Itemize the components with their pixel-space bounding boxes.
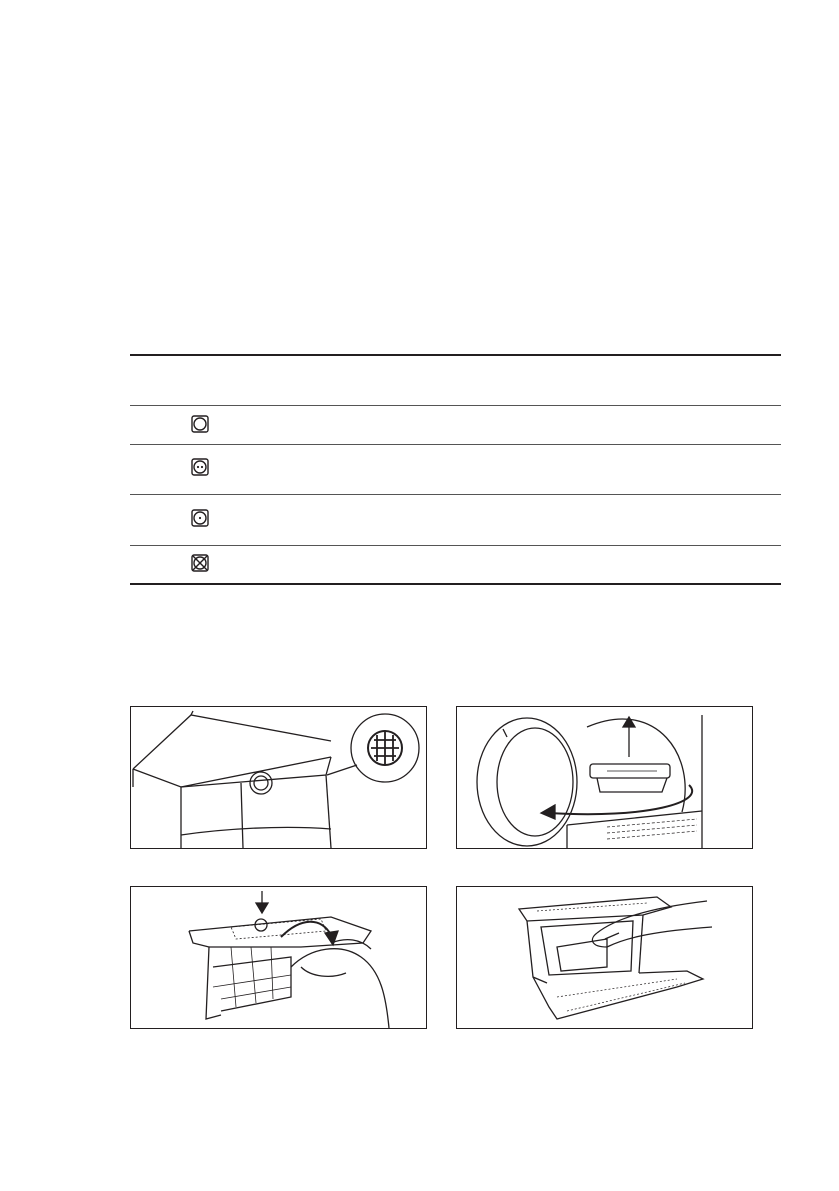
tumble-dry-normal-heat-icon xyxy=(191,458,209,476)
table-row-rule xyxy=(130,444,781,445)
open-filter-illustration xyxy=(130,886,427,1029)
remove-door-filter-illustration xyxy=(456,706,753,849)
table-row-rule xyxy=(130,494,781,495)
tumble-dry-icon xyxy=(191,415,209,433)
table-top-rule xyxy=(130,354,781,356)
do-not-tumble-dry-icon xyxy=(191,554,209,572)
table-bottom-rule xyxy=(130,583,781,585)
tumble-dry-low-heat-icon xyxy=(191,509,209,527)
dryer-filter-indicator-illustration xyxy=(130,706,427,849)
clean-filter-illustration xyxy=(456,886,753,1029)
table-row-rule xyxy=(130,545,781,546)
table-header-rule xyxy=(130,405,781,406)
